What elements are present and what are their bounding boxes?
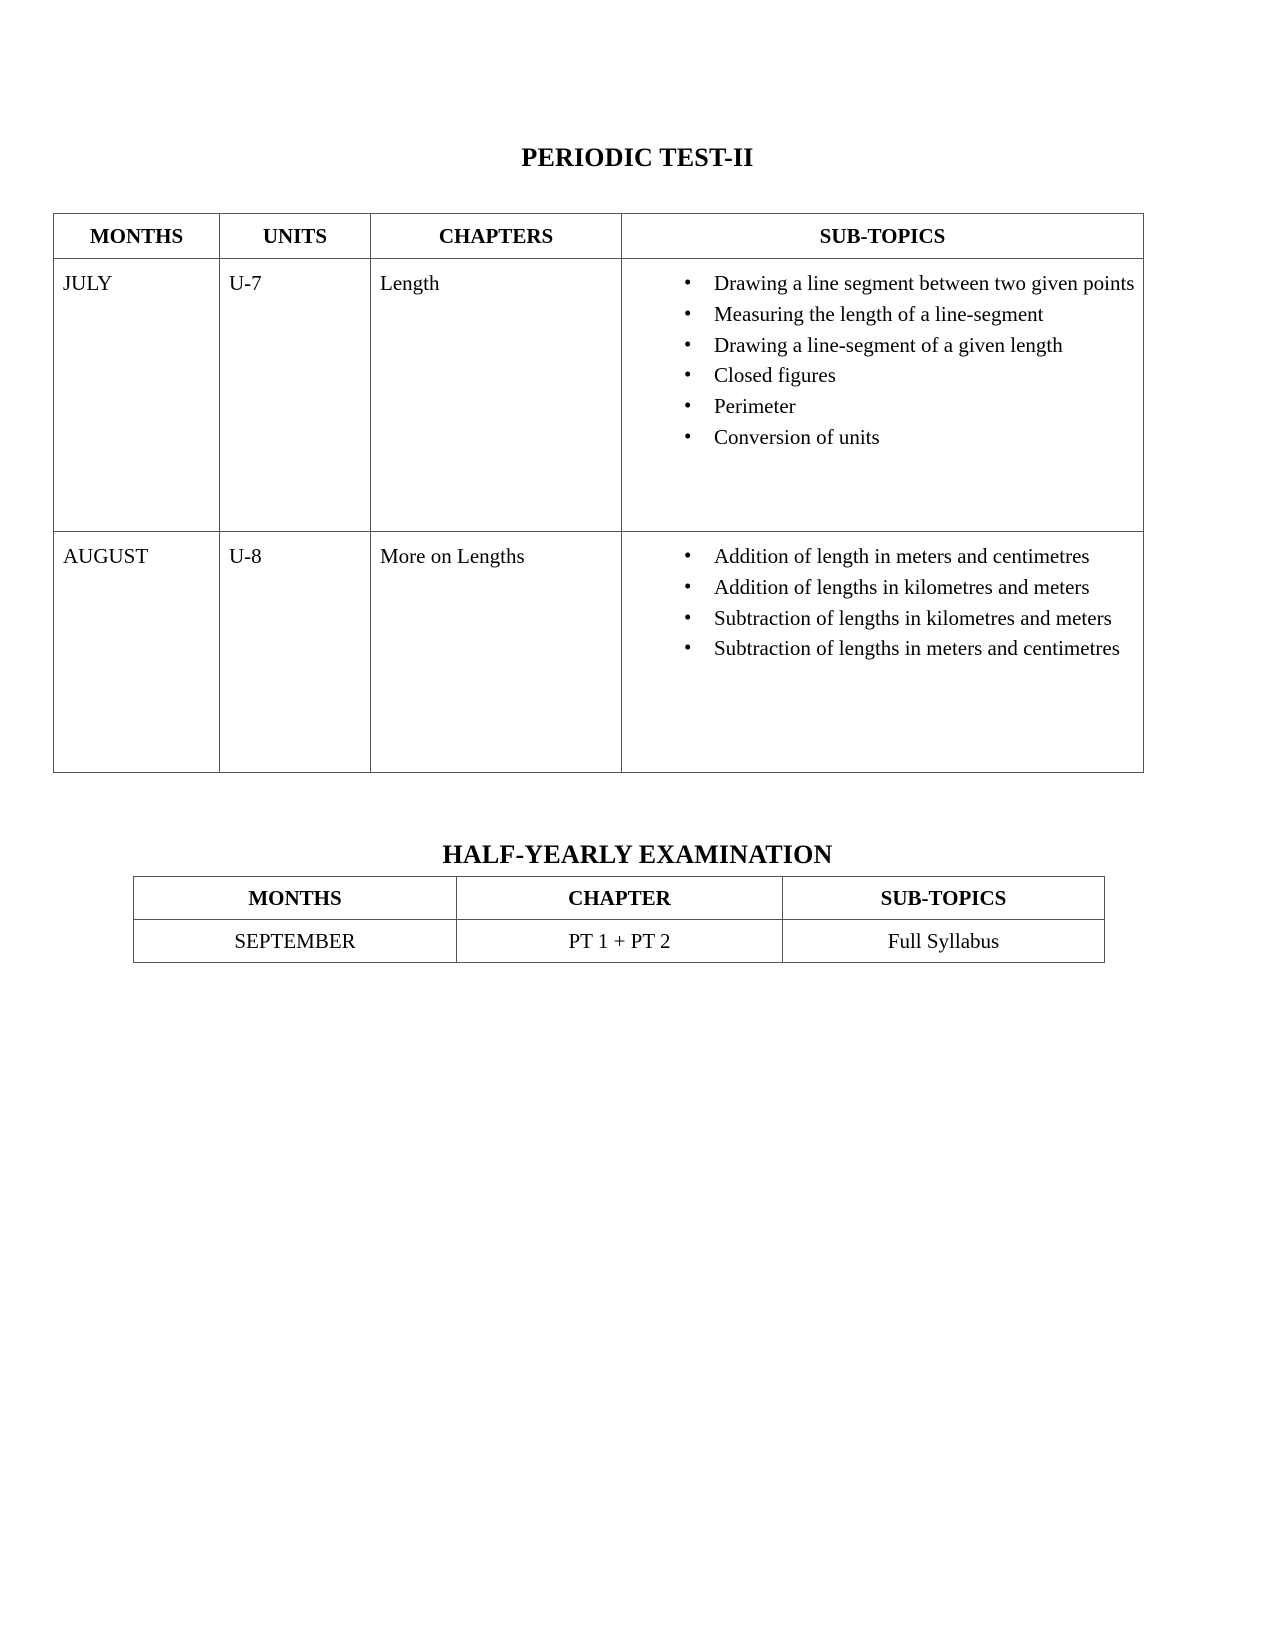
periodic-test-table [53,213,1144,773]
cell-month [54,532,220,773]
half-yearly-table [133,876,1105,963]
chapter-value: Length [380,271,440,295]
list-item: • Measuring the length of a line-segment [684,300,1137,330]
column-header-subtopics: SUB-TOPICS [783,877,1105,920]
list-item: • Perimeter [684,392,1137,422]
cell-subtopics [622,259,1144,532]
list-item: • Drawing a line segment between two given points [684,269,1137,299]
cell-subtopics: Full Syllabus [783,920,1105,963]
column-header-chapters: CHAPTERS [371,214,622,259]
half-yearly-title: HALF-YEARLY EXAMINATION [442,840,833,869]
column-header-chapter: CHAPTER [457,877,783,920]
periodic-test-title: PERIODIC TEST-II [521,143,754,172]
cell-unit [220,532,371,773]
list-item: • Conversion of units [684,423,1137,453]
subtopics-list [622,259,1143,453]
cell-chapter: PT 1 + PT 2 [457,920,783,963]
list-item: • Closed figures [684,361,1137,391]
column-header-months: MONTHS [134,877,457,920]
list-item: • Addition of length in meters and centimetres [684,542,1137,572]
month-value: AUGUST [63,544,149,568]
list-item: • Addition of lengths in kilometres and meters [684,573,1137,603]
cell-unit [220,259,371,532]
unit-value: U-8 [229,544,262,568]
cell-subtopics [622,532,1144,773]
cell-chapter [371,532,622,773]
list-item: • Drawing a line-segment of a given length [684,331,1137,361]
column-header-units: UNITS [220,214,371,259]
table-row [54,259,1144,532]
table-header-row [134,877,1105,920]
table-row [134,920,1105,963]
cell-month: SEPTEMBER [134,920,457,963]
column-header-subtopics: SUB-TOPICS [622,214,1144,259]
table-header-row [54,214,1144,259]
chapter-value: More on Lengths [380,544,525,568]
column-header-months: MONTHS [54,214,220,259]
month-value: JULY [63,271,113,295]
unit-value: U-7 [229,271,262,295]
subtopics-list [622,532,1143,664]
cell-month [54,259,220,532]
list-item: • Subtraction of lengths in meters and centimetres [684,634,1137,664]
list-item: • Subtraction of lengths in kilometres and meters [684,604,1137,634]
table-row [54,532,1144,773]
cell-chapter [371,259,622,532]
